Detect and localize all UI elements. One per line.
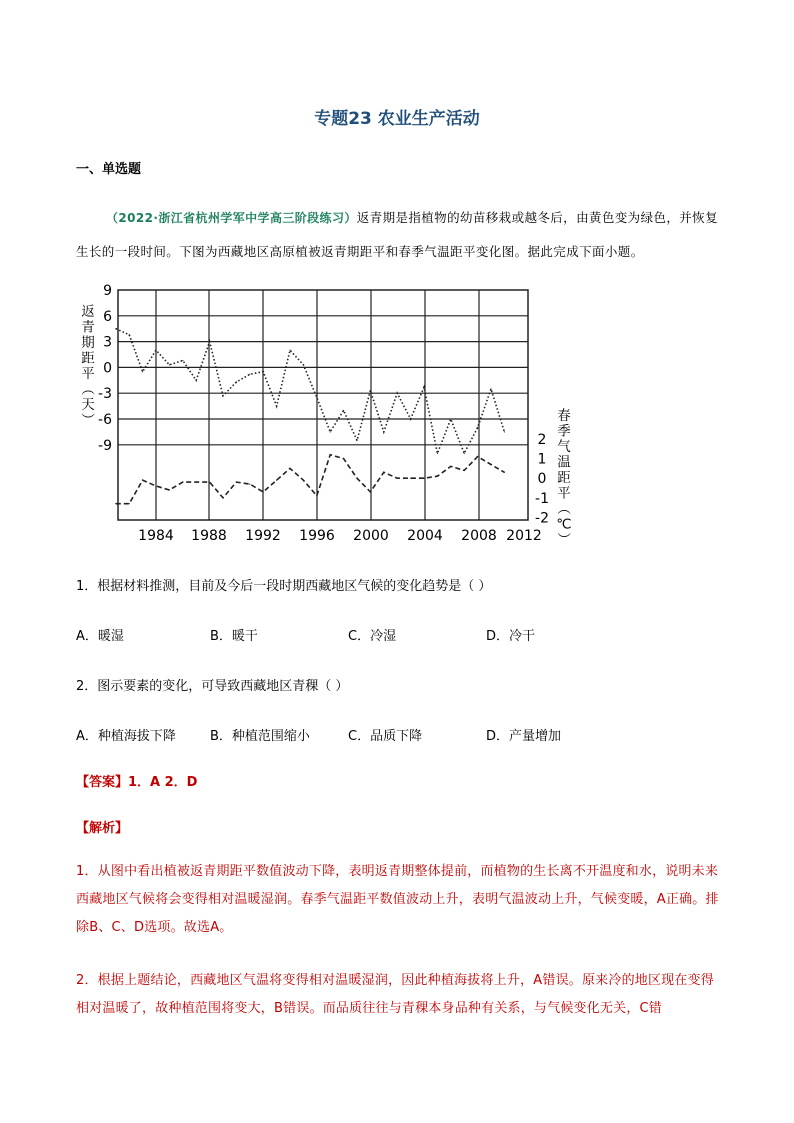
temperature-point [115,503,116,504]
left-tick-label: 6 [103,308,112,325]
greenup-point [115,328,116,329]
right-tick-label: 0 [537,471,547,488]
greenup-point [383,431,384,432]
greenup-point [397,393,398,394]
q2-option-b[interactable]: B．种植范围缩小 [210,729,310,744]
greenup-point [129,334,130,335]
temperature-point [289,468,290,469]
q1-option-b[interactable]: B．暖干 [210,629,258,644]
page-title: 专题23 农业生产活动 [314,109,480,129]
right-axis-ticks [535,432,549,526]
greenup-point [330,431,331,432]
temperature-point [155,485,156,486]
left-tick-label: 3 [103,334,112,351]
right-tick-label: -2 [535,510,549,527]
temperature-point [356,478,357,479]
greenup-point [289,350,290,351]
source-label: （2022·浙江省杭州学军中学高三阶段练习） [106,211,357,225]
temperature-point [397,478,398,479]
temperature-point [316,495,317,496]
axis-label-char: ） [79,412,95,427]
temperature-point [423,478,424,479]
section-heading: 一、单选题 [76,162,142,177]
greenup-point [155,350,156,351]
left-tick-label: -3 [98,386,112,403]
temperature-point [504,472,505,473]
temperature-point [222,497,223,498]
left-axis-ticks [98,283,112,454]
greenup-point [249,374,250,375]
right-axis-label [555,408,572,546]
axis-label-char: 距 [81,350,95,367]
q2-option-a[interactable]: A．种植海拔下降 [76,729,176,744]
left-axis-text [79,304,95,426]
right-tick-label: 1 [537,451,547,468]
axis-label-char: ） [555,532,571,546]
axis-label-char: （ [79,381,95,396]
x-tick-label: 2008 [461,528,497,544]
greenup-point [142,371,143,372]
temperature-point [464,470,465,471]
greenup-point [316,397,317,398]
greenup-point [303,364,304,365]
q1-option-d[interactable]: D．冷干 [486,629,536,644]
axis-label-char: 平 [557,485,571,502]
temperature-point [182,482,183,483]
left-tick-label: 0 [103,360,112,377]
temperature-point [410,478,411,479]
temperature-point [129,503,130,504]
temperature-point [142,480,143,481]
greenup-point [410,418,411,419]
axis-label-char: 温 [557,454,571,471]
axis-label-char: 春 [557,408,571,424]
axis-label-char: 平 [81,366,95,382]
answer-line: 【答案】1．A 2．D [76,775,198,790]
temperature-point [276,480,277,481]
temperature-point [477,456,478,457]
x-tick-label: 2000 [353,528,389,544]
greenup-point [356,440,357,441]
x-tick-label: 1996 [299,528,335,544]
greenup-point [196,380,197,381]
greenup-point [209,341,210,342]
greenup-point [504,431,505,432]
temperature-point [490,464,491,465]
greenup-point [263,371,264,372]
series-temperature-line [116,455,505,504]
greenup-point [450,418,451,419]
right-tick-label: -1 [535,490,549,507]
greenup-point [464,453,465,454]
greenup-point [236,381,237,382]
axis-label-char: 距 [557,470,571,486]
axis-label-char: 期 [81,335,95,351]
question-2-stem: 2．图示要素的变化，可导致西藏地区青稞（ ） [76,679,349,694]
greenup-point [423,387,424,388]
axis-label-char: 季 [557,423,571,440]
temperature-point [169,489,170,490]
greenup-point [490,388,491,389]
q2-option-d[interactable]: D．产量增加 [486,729,562,744]
temperature-point [437,476,438,477]
x-tick-label: 1984 [138,528,174,544]
greenup-point [182,360,183,361]
climate-chart [70,280,590,550]
temperature-point [263,491,264,492]
temperature-point [383,472,384,473]
x-tick-label: 1992 [245,528,281,544]
x-tick-label: 2004 [407,528,443,544]
axis-label-char: （ [555,501,571,515]
temperature-point [249,483,250,484]
q2-option-c[interactable]: C．品质下降 [348,729,423,744]
left-tick-label: -6 [98,412,112,428]
q1-option-c[interactable]: C．冷湿 [348,629,397,644]
temperature-point [236,482,237,483]
greenup-point [343,410,344,411]
temperature-point [330,454,331,455]
left-tick-label: 9 [103,283,112,299]
left-tick-label: -9 [98,437,112,454]
greenup-point [437,453,438,454]
temperature-point [196,482,197,483]
temperature-point [450,466,451,467]
axis-label-char: 气 [557,439,571,455]
q1-option-a[interactable]: A．暖湿 [76,629,124,644]
axis-label-char: 返 [81,304,95,320]
chart-frame [118,290,528,520]
x-tick-label: 1988 [191,528,227,544]
axis-label-char: ℃ [556,516,572,533]
greenup-point [477,427,478,428]
temperature-point [370,491,371,492]
greenup-point [276,406,277,407]
chart-grid [118,290,528,520]
series-greenup-line [116,329,505,454]
explanation-1: 1．从图中看出植被返青期距平数值波动下降，表明返青期整体提前，而植物的生长离不开温度和水，说明未来西藏地区气候将会变得相对温暖湿润。春季气温距平数值波动上升，表明气温波动上升，气候变暖，A正确。排除B、C、D选项。故选A。 [76,864,719,935]
right-axis-text [555,408,572,546]
temperature-point [209,482,210,483]
analysis-label: 【解析】 [76,821,129,836]
chart-points [115,328,505,504]
temperature-point [343,458,344,459]
greenup-point [169,364,170,365]
axis-label-char: 青 [81,319,95,336]
x-tick-label: 2012 [506,528,542,544]
axis-label-char: 天 [81,397,95,413]
temperature-point [303,480,304,481]
question-intro [76,201,726,268]
x-axis-ticks [138,528,542,544]
question-1-stem: 1．根据材料推测，目前及今后一段时期西藏地区气候的变化趋势是（ ） [76,579,492,594]
right-tick-label: 2 [537,432,547,448]
intro-text: 返青期是指植物的幼苗移栽或越冬后，由黄色变为绿色，并恢复生长的一段时间。下图为西藏地区高原植被返青期距平和春季气温距平变化图。据此完成下面小题。 [76,210,718,259]
explanation-2: 2．根据上题结论，西藏地区气温将变得相对温暖湿润，因此种植海拔将上升，A错误。原来冷的地区现在变得相对温暖了，故种植范围将变大，B错误。而品质往往与青稞本身品种有关系，与气候变化无关，C错 [76,973,714,1016]
greenup-point [370,390,371,391]
left-axis-label [79,304,95,426]
greenup-point [222,395,223,396]
